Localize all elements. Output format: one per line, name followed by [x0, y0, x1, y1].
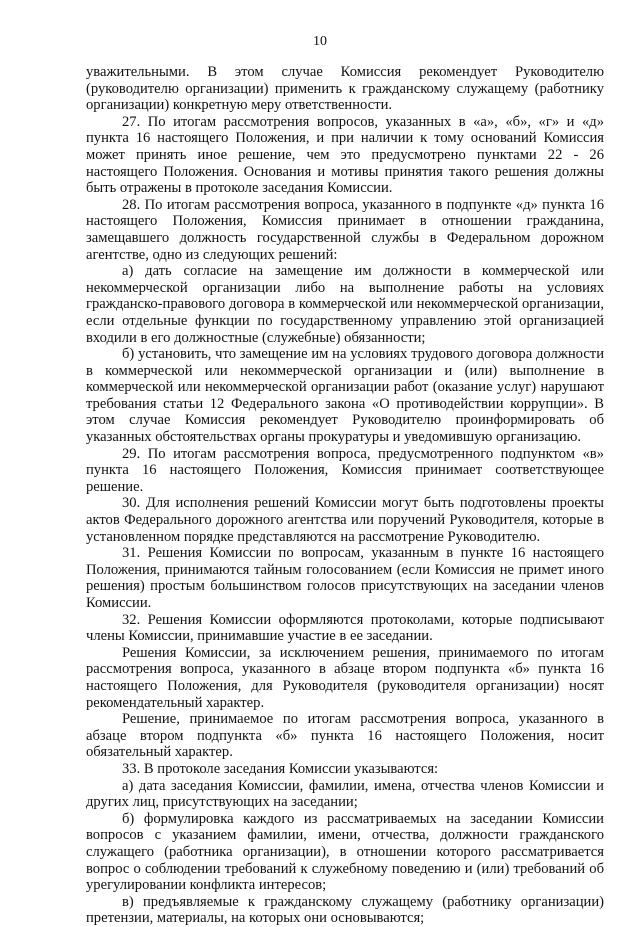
- paragraph-33-a: а) дата заседания Комиссии, фамилии, имена, отчества членов Комиссии и других лиц, присутствующих на заседании;: [86, 777, 604, 811]
- paragraph-33-b: б) формулировка каждого из рассматриваемых на заседании Комиссии вопросов с указанием фамилии, имени, отчества, должности гражданского служащего (работника организации), в отношении которого рассматривается вопрос о соблюдении требований к служебному поведению и (или) требований об урегулировании конфликта интересов;: [86, 810, 604, 894]
- paragraph-30: 30. Для исполнения решений Комиссии могут быть подготовлены проекты актов Федерального дорожного агентства или поручений Руководителя, которые в установленном порядке представляются на рассмотрение Руководителю.: [86, 495, 604, 545]
- paragraph-33-c: в) предъявляемые к гражданскому служащему (работнику организации) претензии, материалы, на которых они основываются;: [86, 893, 604, 927]
- paragraph-continuation: уважительными. В этом случае Комиссия рекомендует Руководителю (руководителю организации) применить к гражданскому служащему (работнику организации) конкретную меру ответственности.: [86, 64, 604, 114]
- paragraph-33: 33. В протоколе заседания Комиссии указываются:: [122, 760, 439, 777]
- paragraph-29: 29. По итогам рассмотрения вопроса, предусмотренного подпунктом «в» пункта 16 настоящего Положения, Комиссия принимает соответствующее решение.: [86, 445, 604, 495]
- page-number: 10: [313, 34, 327, 49]
- paragraph-28-a: а) дать согласие на замещение им должности в коммерческой или некоммерческой организации либо на выполнение работы на условиях гражданско-правового договора в коммерческой или некоммерческой организации, если отдельные функции по государственному управлению этой организацией входили в его должностные (служебные) обязанности;: [86, 263, 604, 346]
- paragraph-27: 27. По итогам рассмотрения вопросов, указанных в «а», «б», «г» и «д» пункта 16 настоящего Положения, и при наличии к тому оснований Комиссия может принять иное решение, чем это предусмотрено пунктами 22 - 26 настоящего Положения. Основания и мотивы принятия такого решения должны быть отражены в протоколе заседания Комиссии.: [86, 113, 604, 197]
- document-body: [86, 64, 604, 927]
- paragraph-32: 32. Решения Комиссии оформляются протоколами, которые подписывают члены Комиссии, принимавшие участие в ее заседании.: [86, 611, 604, 645]
- paragraph-31: 31. Решения Комиссии по вопросам, указанным в пункте 16 настоящего Положения, принимаются тайным голосованием (если Комиссия не примет иного решения) простым большинством голосов присутствующих на заседании членов Комиссии.: [86, 545, 604, 611]
- paragraph-32-recommendation: Решения Комиссии, за исключением решения, принимаемого по итогам рассмотрения вопроса, указанного в абзаце втором подпункта «б» пункта 16 настоящего Положения, для Руководителя (руководителя организации) носят рекомендательный характер.: [86, 644, 604, 711]
- paragraph-32-mandatory: Решение, принимаемое по итогам рассмотрения вопроса, указанного в абзаце втором подпункта «б» пункта 16 настоящего Положения, носит обязательный характер.: [86, 711, 604, 761]
- paragraph-28: 28. По итогам рассмотрения вопроса, указанного в подпункте «д» пункта 16 настоящего Положения, Комиссия принимает в отношении гражданина, замещавшего должность государственной службы в Федеральном дорожном агентстве, одно из следующих решений:: [86, 196, 604, 263]
- paragraph-28-b: б) установить, что замещение им на условиях трудового договора должности в коммерческой или некоммерческой организации и (или) выполнение в коммерческой или некоммерческой организации работ (оказание услуг) нарушают требования статьи 12 Федерального закона «О противодействии коррупции». В этом случае Комиссия рекомендует Руководителю проинформировать об указанных обстоятельствах органы прокуратуры и уведомившую организацию.: [86, 346, 604, 446]
